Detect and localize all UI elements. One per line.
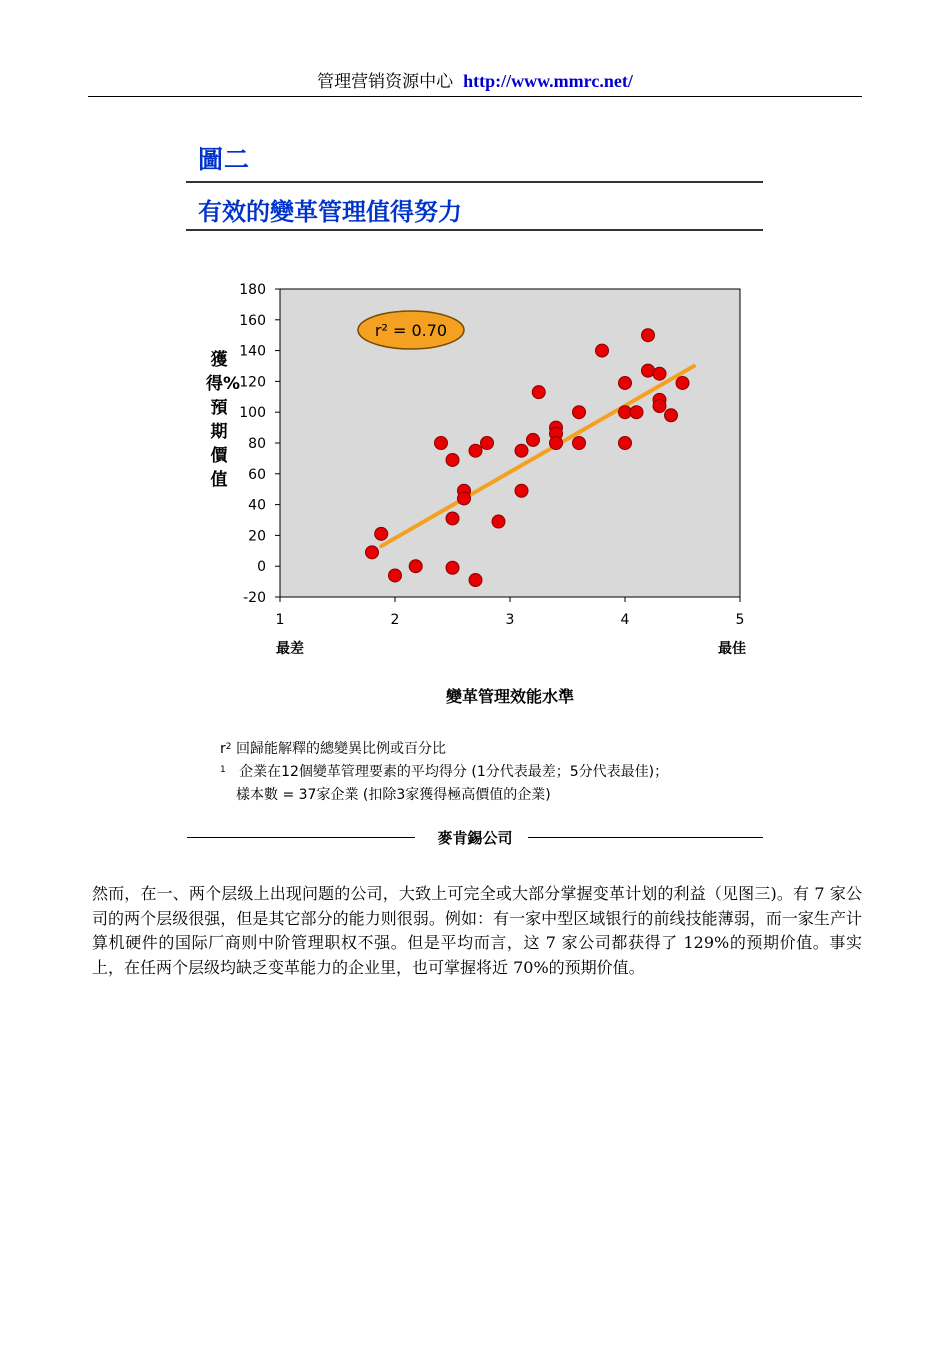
x-tick-label: 4 [620,612,630,628]
data-point [515,484,528,497]
header-site-link[interactable]: http://www.mmrc.net/ [463,71,633,91]
x-tick-label: 2 [390,612,400,628]
x-tick-label: 5 [735,612,745,628]
data-point [375,527,388,540]
x-min-label: 最差 [276,641,304,657]
note-r2: $r^2$ 回歸能解釋的總變異比例或百分比 [220,741,446,757]
y-tick-label: 60 [248,466,266,483]
data-point [446,512,459,525]
data-point [446,561,459,574]
data-point [532,386,545,399]
x-max-label: 最佳 [718,641,746,657]
data-point [619,437,632,450]
data-point [642,364,655,377]
data-point [435,437,448,450]
y-tick-label: 0 [257,559,266,576]
chart-notes [220,738,668,807]
data-point [642,329,655,342]
note-r2-sup: 2 [225,742,232,752]
note-footnote-line2: 樣本數 = 37家企業 (扣除3家獲得極高價值的企業) [236,787,551,803]
y-axis-label: 獲得%預期價值 [206,350,241,490]
y-tick-label: 40 [248,497,266,514]
source-rule-right [528,837,763,838]
y-tick-label: 80 [248,436,266,452]
data-point [550,437,563,450]
data-point [481,437,494,450]
data-point [653,367,666,380]
data-point [573,437,586,450]
r2-annotation-text: r² = 0.70 [374,321,448,340]
source-label: 麥肯錫公司 [437,829,513,847]
figure-title: 有效的變革管理值得努力 [198,198,462,226]
data-point [665,409,678,422]
y-tick-label: -20 [243,590,266,606]
note-footnote [220,761,668,784]
data-point [573,406,586,419]
data-point [676,376,689,389]
source-rule-left [187,837,415,838]
data-point [527,433,540,446]
header-org: 管理营销资源中心 [317,72,454,92]
data-point [515,444,528,457]
x-tick-label: 3 [505,612,515,628]
data-point [469,444,482,457]
data-point [469,574,482,587]
data-point [389,569,402,582]
y-tick-label: 20 [248,528,266,545]
data-point [653,400,666,413]
x-tick-label: 1 [275,612,285,628]
y-tick-label: 100 [239,405,266,422]
note-footnote-line1: 企業在12個變革管理要素的平均得分 (1分代表最差；5分代表最佳)； [239,764,669,780]
data-point [596,344,609,357]
data-point [619,376,632,389]
data-point [458,492,471,505]
y-tick-label: 120 [239,374,266,391]
figure-number: 圖二 [198,145,251,174]
plot-area [280,289,740,597]
data-point [630,406,643,419]
x-axis-label: 變革管理效能水準 [445,687,574,706]
body-paragraph: 然而，在一、两个层级上出现问题的公司，大致上可完全或大部分掌握变革计划的利益（见图三)。有 7 家公司的两个层级很强，但是其它部分的能力则很弱。例如：有一家中型区域银行的前线技能薄弱，而一家生产计算机硬件的国际厂商则中阶管理职权不强。但是平均而言，这 7 家公司都获得了 129%的预期价值。事实上，在任两个层级均缺乏变革能力的企业里，也可掌握将近 70%的预期价值。 [92,884,862,977]
y-tick-label: 160 [239,312,266,329]
data-point [492,515,505,528]
y-tick-label: 180 [239,282,266,298]
note-footnote-sup: 1 [220,765,226,775]
y-tick-label: 140 [239,343,266,360]
data-point [446,453,459,466]
data-point [366,546,379,559]
data-point [409,560,422,573]
note-r2-text: 回歸能解釋的總變異比例或百分比 [235,741,446,757]
